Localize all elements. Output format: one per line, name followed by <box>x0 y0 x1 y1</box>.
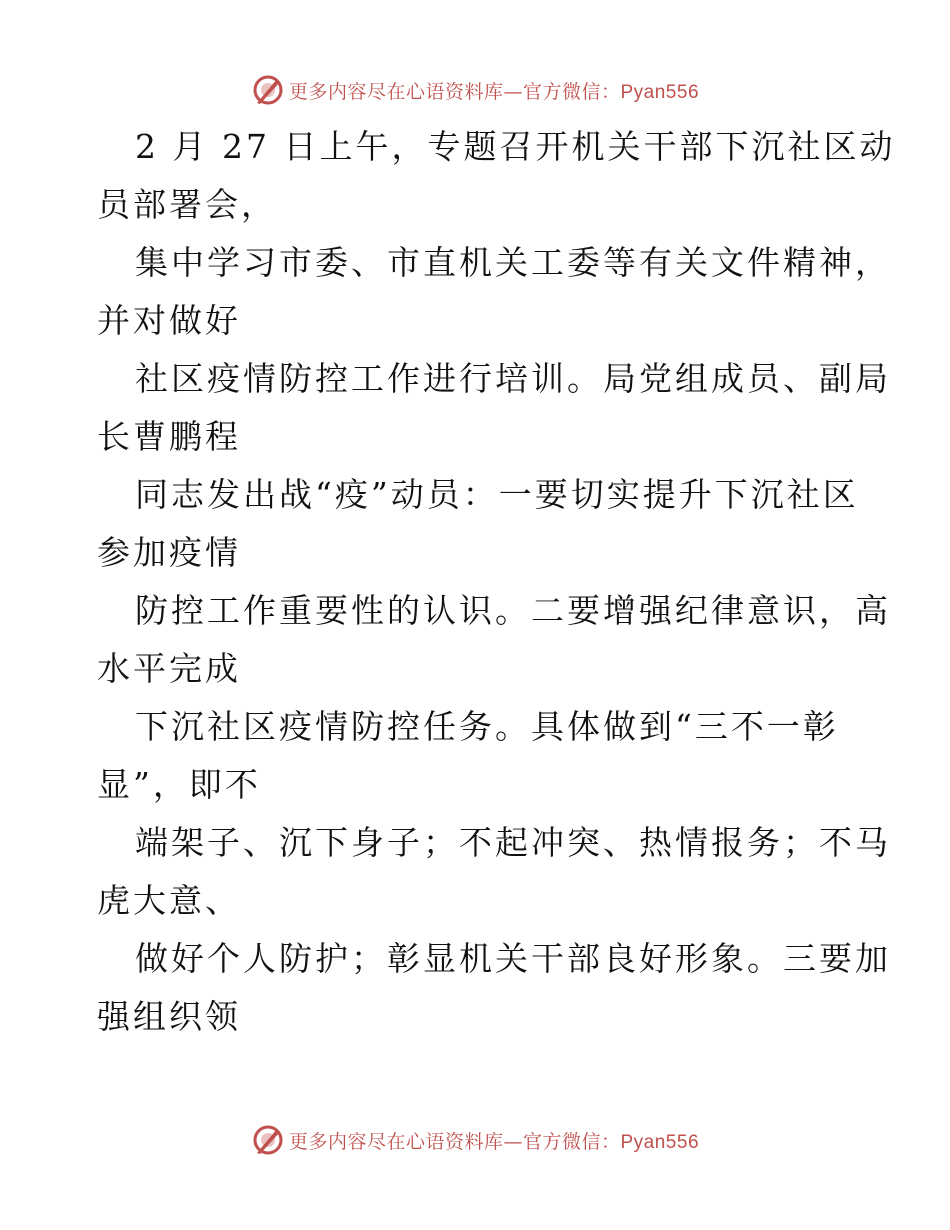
text-line: 同志发出战“疫”动员：一要切实提升下沉社区 <box>135 475 859 514</box>
watermark-wechat-id: Pyan556 <box>620 81 700 103</box>
text-line: 强组织领 <box>97 997 241 1036</box>
text-line: 显”，即不 <box>97 765 261 804</box>
header-watermark <box>0 70 950 110</box>
text-line: 水平完成 <box>97 649 241 688</box>
document-body <box>97 118 896 1046</box>
watermark-text: 更多内容尽在心语资料库—官方微信： <box>288 80 621 103</box>
text-line: 参加疫情 <box>97 533 241 572</box>
watermark-wechat-id: Pyan556 <box>620 1131 700 1153</box>
text-line: 员部署会， <box>97 185 277 224</box>
text-line: 2 月 27 日上午，专题召开机关干部下沉社区动 <box>135 127 896 166</box>
footer-watermark <box>0 1120 950 1160</box>
quill-logo-icon <box>251 73 285 107</box>
text-line: 并对做好 <box>97 301 241 340</box>
text-line: 端架子、沉下身子；不起冲突、热情报务；不马 <box>135 823 891 862</box>
watermark-text: 更多内容尽在心语资料库—官方微信： <box>288 1130 621 1153</box>
text-line: 集中学习市委、市直机关工委等有关文件精神， <box>135 243 891 282</box>
text-line: 下沉社区疫情防控任务。具体做到“三不一彰 <box>135 707 839 746</box>
text-line: 社区疫情防控工作进行培训。局党组成员、副局 <box>135 359 891 398</box>
text-line: 长曹鹏程 <box>97 417 241 456</box>
text-line: 做好个人防护；彰显机关干部良好形象。三要加 <box>135 939 891 978</box>
text-line: 防控工作重要性的认识。二要增强纪律意识，高 <box>135 591 891 630</box>
text-line: 虎大意、 <box>97 881 241 920</box>
quill-logo-icon <box>251 1123 285 1157</box>
